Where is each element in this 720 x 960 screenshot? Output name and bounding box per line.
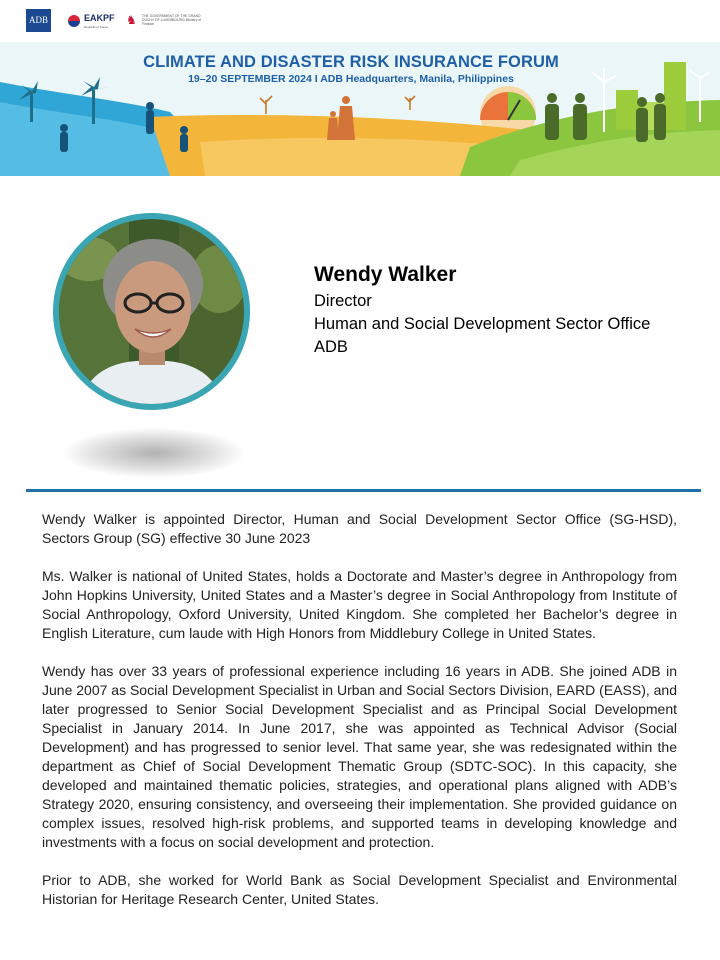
- speaker-office: Human and Social Development Sector Office: [314, 315, 651, 333]
- speaker-bio: [42, 510, 677, 928]
- eakpf-logo: [68, 12, 118, 32]
- lion-icon: ♞: [126, 13, 137, 27]
- eakpf-logo-text: EAKPF: [84, 13, 115, 23]
- sponsor-logos: [0, 0, 720, 42]
- bio-paragraph: Wendy has over 33 years of professional experience including 16 years in ADB. She joined ADB in June 2007 as Social Development Specialist in Urban and Social Sectors Division, EARD (EASS), and later progressed to Senior Social Development Specialist and as Principal Social Development Specialist in January 2014. In June 2017, she was appointed as Technical Advisor (Social Development) and has progressed to senior level. That same year, she was redesignated within the department as Chief of Social Development Thematic Group (SDTC-SOC). In this capacity, she developed and maintained thematic policies, strategies, and operational plans aligned with ADB’s Strategy 2020, ensuring consistency, and overseeing their implementation. She provided guidance on complex issues, resolved high-risk problems, and supported teams in developing knowledge and investments with a focus on social development and protection.: [42, 663, 677, 850]
- luxembourg-logo: [126, 12, 206, 32]
- speaker-name: Wendy Walker: [314, 263, 457, 286]
- luxembourg-logo-text: THE GOVERNMENT OF THE GRAND DUCHY OF LUXEMBOURG Ministry of Finance: [142, 14, 202, 26]
- eakpf-logo-subtext: Republic of Korea: [84, 25, 108, 29]
- speaker-position: Director: [314, 292, 372, 310]
- bio-paragraph: Wendy Walker is appointed Director, Human and Social Development Sector Office (SG-HSD), Sectors Group (SG) effective 30 June 2023: [42, 511, 677, 546]
- section-divider: [26, 489, 701, 492]
- forum-banner: [0, 42, 720, 176]
- bio-paragraph: Prior to ADB, she worked for World Bank as Social Development Specialist and Environmental Historian for Heritage Research Center, United States.: [42, 872, 677, 907]
- korea-emblem-icon: [68, 15, 80, 27]
- banner-subtitle: 19–20 SEPTEMBER 2024 I ADB Headquarters, Manila, Philippines: [188, 73, 514, 85]
- speaker-portrait-image: [59, 219, 244, 404]
- photo-shadow: [64, 428, 244, 478]
- banner-title: CLIMATE AND DISASTER RISK INSURANCE FORUM: [143, 53, 559, 71]
- speaker-organization: ADB: [314, 338, 348, 356]
- bio-paragraph: Ms. Walker is national of United States, holds a Doctorate and Master’s degree in Anthropology from John Hopkins University, United States and a Master’s degree in Social Anthropology from Institute of Social Anthropology, Oxford University, United Kingdom. She completed her Bachelor’s degree in English Literature, cum laude with High Honors from Middlebury College in United States.: [42, 568, 677, 641]
- adb-logo: ADB: [26, 9, 51, 32]
- speaker-photo: [53, 213, 250, 410]
